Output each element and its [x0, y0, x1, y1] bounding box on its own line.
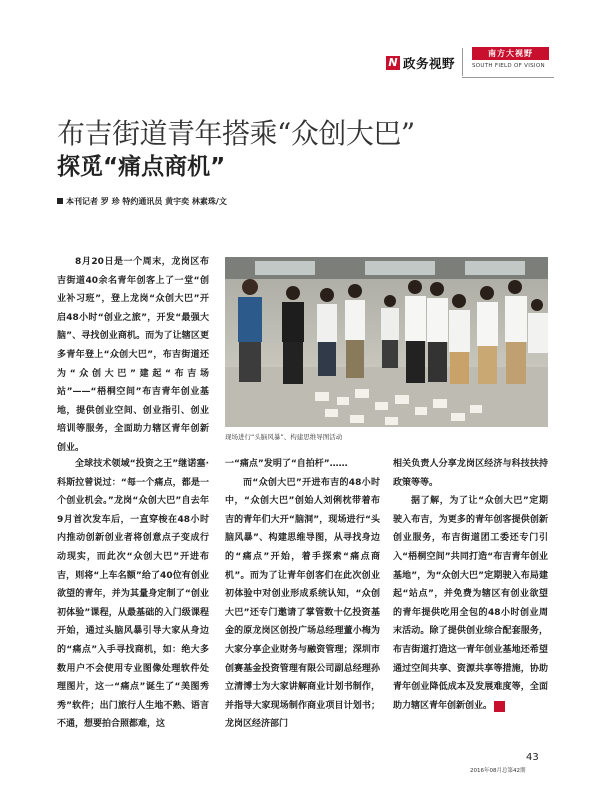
- photo-caption: 现场进行“头脑风暴”、构建思维导图活动: [225, 433, 343, 441]
- header-rule: [462, 77, 554, 78]
- column-2: [225, 455, 380, 734]
- byline-square-icon: [57, 198, 63, 204]
- article-title-line2: 探觅“痛点商机”: [57, 154, 226, 180]
- article-title-line1: 布吉街道青年搭乘“众创大巴”: [57, 117, 415, 150]
- paragraph: 相关负责人分享龙岗区经济与科技扶持政策等等。: [393, 459, 548, 488]
- photo-scene: [225, 257, 548, 427]
- paragraph: 而“众创大巴”开进布吉的48小时中，“众创大巴”创始人刘俐枕带着布吉的青年们大开“脑洞”，现场进行“头脑风暴”、构建思维导图，从寻找身边的“痛点”开始，着手探索“痛点商机”。而为了让青年创客们在此次创业初体验中对创业形成系统认知，“众创大巴”还专门邀请了掌管数十亿投资基金的原龙岗区创投广场总经理董小梅为大家分享企业财务与融资管理；深圳市创赛基金投资管理有限公司副总经理孙立清博士为大家讲解商业计划书制作，并指导大家现场制作商业项目计划书；龙岗区经济部门: [225, 477, 380, 730]
- issue-info: 2016年08月总第42期: [470, 768, 526, 774]
- byline: [57, 196, 227, 207]
- header-divider: [462, 48, 463, 76]
- article-photo: [225, 257, 548, 427]
- column-1-top: [57, 253, 209, 458]
- magazine-name-badge: 南方大视野: [472, 47, 549, 60]
- paragraph: 一“痛点”发明了“自拍杆”……: [225, 459, 348, 469]
- paragraph: [393, 492, 548, 715]
- column-1-bottom: [57, 455, 209, 734]
- end-mark-icon: N: [494, 701, 505, 712]
- byline-text: 本刊记者 罗 珍 特约通讯员 黄宇奕 林素珠/文: [66, 197, 227, 206]
- section-logo-icon: N: [386, 56, 400, 70]
- column-3: [393, 455, 548, 715]
- paragraph: 全球技术领域“投资之王”继诺塞·科斯拉曾说过：“每一个痛点，都是一个创业机会。”龙岗“众创大巴”自去年9月首次发车后，一直穿梭在48小时内推动创新创业者将创意点子变成行动现实，而此次“众创大巴”开进布吉，则将“上车名额”给了40位有创业欲望的青年，并为其量身定制了“创业初体验”课程，从最基础的入门级课程开始，通过头脑风暴引导大家从身边的“痛点”入手寻找商机，如：绝大多数用户不会使用专业图像处理软件处理图片，这一“痛点”诞生了“美图秀秀”软件；出门旅行人生地不熟、语言不通，想要拍合照都难，这: [57, 459, 209, 730]
- magazine-subtitle: SOUTH FIELD OF VISION: [472, 63, 545, 69]
- section-title: 政务视野: [403, 56, 456, 71]
- paragraph-text: 据了解，为了让“众创大巴”定期驶入布吉，为更多的青年创客提供创新创业服务，布吉街道团工委还专门引入“梧桐空间”共同打造“布吉青年创业基地”，为“众创大巴”定期驶入布局建起“站点”，并免费为辖区有创业欲望的青年提供吃用全包的48小时创业周末活动。除了提供创业综合配套服务，布吉街道打造这一青年创业基地还希望通过空间共享、资源共享等措施，协助青年创业降低成本及发展难度等，全面助力辖区青年创新创业。: [393, 496, 548, 711]
- page-number: 43: [526, 752, 539, 763]
- paragraph: 8月20日是一个周末，龙岗区布吉街道40余名青年创客上了一堂“创业补习班”，登上龙岗“众创大巴”开启48小时“创业之旅”，开发“最强大脑”、寻找创业商机。而为了让辖区更多青年登上“众创大巴”，布吉街道还为“众创大巴”建起“布吉场站”——“梧桐空间”布吉青年创业基地，提供创业空间、创业指引、创业培训等服务，全面助力辖区青年创新创业。: [57, 257, 209, 453]
